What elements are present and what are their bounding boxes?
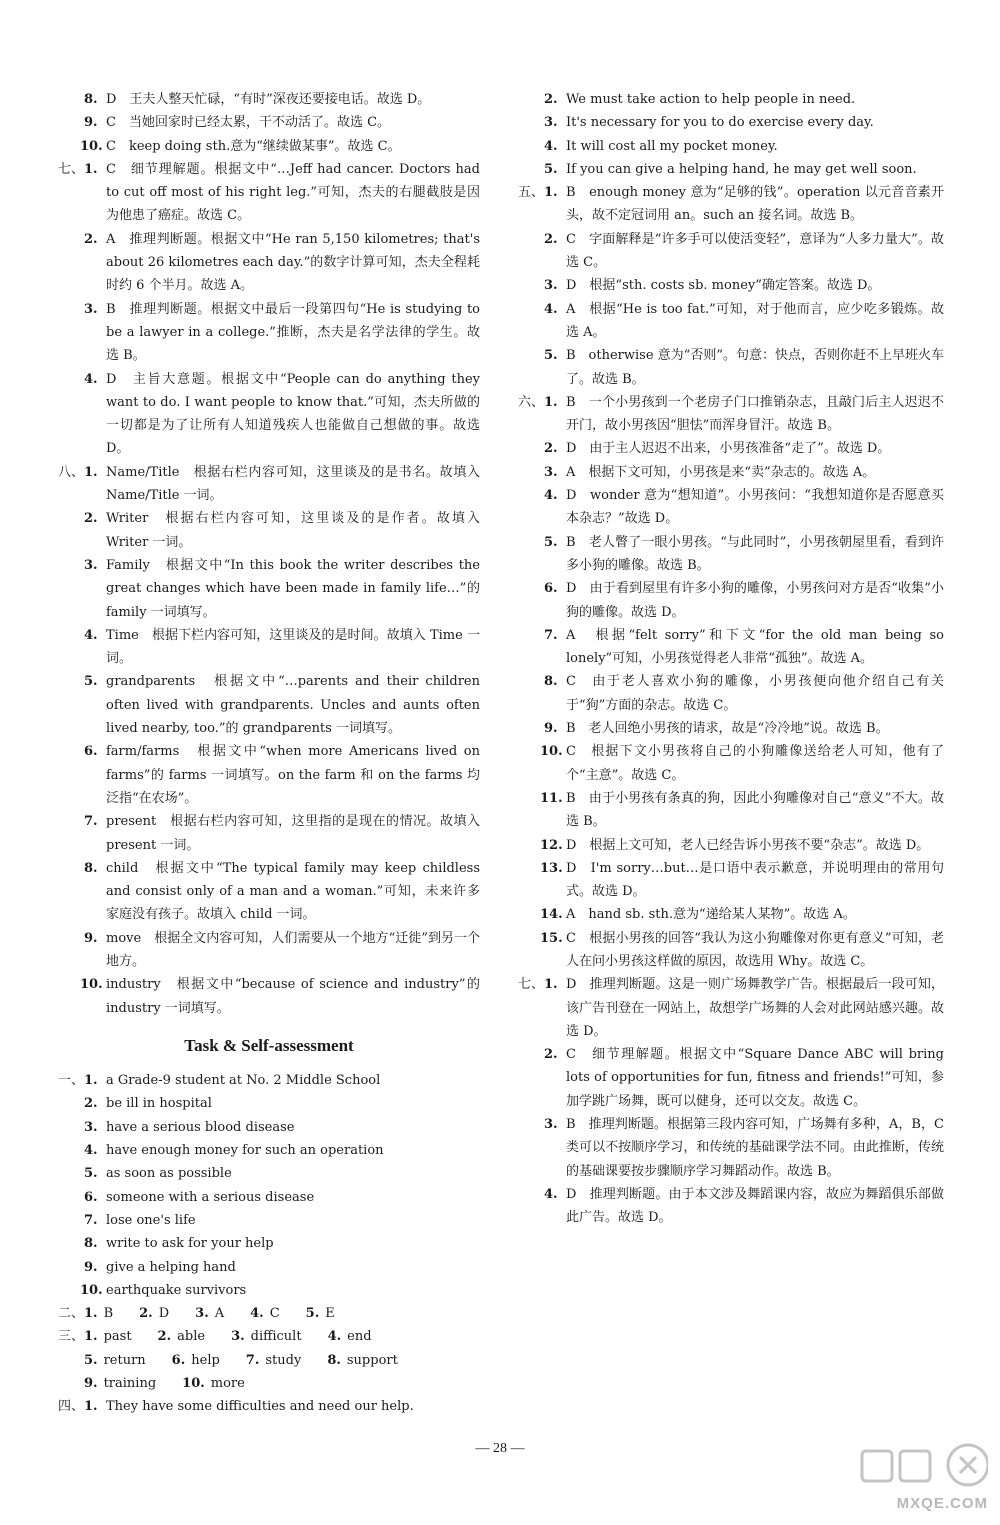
answer-row: 二、 1. B 2. D 3. A 4. C 5. E [58,1302,480,1325]
answer-item: 10. C 根据下文小男孩将自己的小狗雕像送给老人可知，他有了个“主意”。故选 C。 [540,744,944,783]
answer-item: 2. C 字面解释是“许多手可以使活变轻”，意译为“人多力量大”。故选 C。 [544,231,944,271]
section-label: 二、 [58,1306,85,1322]
answer-item: 八、 1. Name/Title 根据右栏内容可知，这里谈及的是书名。故填入 Name/Title 一词。 [58,461,480,508]
answer-item: 2. D 由于主人迟迟不出来，小男孩准备“走了”。故选 D。 [544,441,891,457]
answer-item: 7. A 根据“felt sorry”和下文“for the old man being so lonely”可知，小男孩觉得老人非常“孤独”。故选 A。 [544,627,944,667]
answer-item: 4. D wonder 意为“想知道”。小男孩问：“我想知道你是否愿意买本杂志？”故选 D。 [544,488,944,527]
answer-item: 15. C 根据小男孩的回答“我认为这小狗雕像对你更有意义”可知，老人在问小男孩这样做的原因，故选用 Why。故选 C。 [540,930,944,969]
answer-item: 3. have a serious blood disease [84,1119,295,1135]
answer-item: 13. D I'm sorry…but…是口语中表示歉意，并说明理由的常用句式。故选 D。 [540,860,944,900]
section-label: 七、 [58,161,85,177]
answer-item: 2. A 推理判断题。根据文中“He ran 5,150 kilometres; that's about 26 kilometres each day.”的数字计算可知，杰夫全程耗时约 6 个半月。故选 A。 [84,231,480,294]
right-column [518,88,944,1230]
answer-row: 5. return 6. help 7. study 8. support [84,1352,398,1368]
answer-item: 8. write to ask for your help [84,1236,274,1252]
answer-item: 2. Writer 根据右栏内容可知，这里谈及的是作者。故填入 Writer 一词。 [84,511,480,550]
answer-item: 5. grandparents 根据文中“…parents and their children often lived with grandparents. Uncles and aunts often lived nearby, too.”的 grandparents 一词填写。 [84,674,480,737]
answer-item: 五、 1. B enough money 意为“足够的钱”。operation 以元音音素开头，故不定冠词用 an。such an 接名词。故选 B。 [518,181,944,228]
watermark-logo [856,1437,988,1515]
answer-item: 2. be ill in hospital [84,1096,212,1112]
answer-item: 9. B 老人回绝小男孩的请求，故是“冷冷地”说。故选 B。 [544,721,889,737]
answer-item: 4. Time 根据下栏内容可知，这里谈及的是时间。故填入 Time 一词。 [84,627,480,667]
answer-item: 七、 1. C 细节理解题。根据文中“…Jeff had cancer. Doctors had to cut off most of his right leg.”可知，杰夫的右腿截肢是因为他患了癌症。故选 C。 [58,158,480,228]
answer-item: 3. B 推理判断题。根据文中最后一段第四句“He is studying to be a lawyer in a college.”推断，杰夫是名学法律的学生。故选 B。 [84,301,480,364]
section-label: 三、 [58,1329,85,1345]
answer-item: 3. A 根据下文可知，小男孩是来“卖”杂志的。故选 A。 [544,464,876,480]
answer-row: 三、 1. past 2. able 3. difficult 4. end [58,1325,480,1348]
answer-item: 5. as soon as possible [84,1166,232,1182]
answer-item: 4. A 根据“He is too fat.”可知，对于他而言，应少吃多锻炼。故选 A。 [544,301,944,340]
answer-item: 3. D 根据“sth. costs sb. money”确定答案。故选 D。 [544,278,881,294]
section-label: 一、 [58,1073,85,1089]
answer-item: 9. give a helping hand [84,1259,236,1275]
answer-item: 3. It's necessary for you to do exercise every day. [544,115,874,131]
answer-item: 6. someone with a serious disease [84,1189,315,1205]
answer-item: 四、 1. They have some difficulties and need our help. [58,1395,480,1418]
answer-item: 2. We must take action to help people in need. [544,92,856,107]
section-heading: Task & Self-assessment [184,1035,354,1055]
section-label: 八、 [58,464,85,480]
answer-item: 7. lose one's life [84,1212,196,1228]
page-number: — 28 — [475,1441,525,1456]
answer-item: 10. industry 根据文中“because of science and industry”的 industry 一词填写。 [80,977,480,1016]
answer-item: 2. C 细节理解题。根据文中“Square Dance ABC will bring lots of opportunities for fun, fitness and friends!”可知，参加学跳广场舞，既可以健身，还可以交友。故选 C。 [544,1047,944,1109]
answer-item: 一、 1. a Grade-9 student at No. 2 Middle School [58,1069,480,1092]
answer-item: 3. B 推理判断题。根据第三段内容可知，广场舞有多种，A，B，C 类可以不按顺序学习，和传统的基础课学法不同。由此推断，传统的基础课要按步骤顺序学习舞蹈动作。故选 B。 [544,1117,944,1179]
answer-item: 10. earthquake survivors [80,1282,247,1298]
answer-item: 6. D 由于看到屋里有许多小狗的雕像，小男孩问对方是否“收集”小狗的雕像。故选 D。 [544,581,944,620]
answer-item: 6. farm/farms 根据文中“when more Americans lived on farms”的 farms 一词填写。on the farm 和 on the farms 均泛指“在农场”。 [84,744,480,806]
watermark-text: MXQE.COM [896,1494,988,1512]
answer-item: 4. It will cost all my pocket money. [544,138,778,154]
answer-row: 9. training 10. more [84,1376,245,1392]
answer-item: 4. have enough money for such an operation [84,1143,384,1159]
answer-item: 4. D 推理判断题。由于本文涉及舞蹈课内容，故应为舞蹈俱乐部做此广告。故选 D。 [544,1186,944,1226]
answer-item: 10. C keep doing sth.意为“继续做某事”。故选 C。 [80,138,401,154]
section-label: 四、 [58,1399,85,1415]
answer-item: 8. D 王夫人整天忙碌，“有时”深夜还要接电话。故选 D。 [84,92,431,107]
answer-item: 5. B 老人瞥了一眼小男孩。“与此同时”，小男孩朝屋里看，看到许多小狗的雕像。故选 B。 [544,534,944,573]
answer-item: 六、 1. B 一个小男孩到一个老房子门口推销杂志，且敲门后主人迟迟不开门，故小男孩因“胆怯”而浑身冒汗。故选 B。 [518,391,944,438]
answer-item: 5. If you can give a helping hand, he may get well soon. [544,161,917,177]
answer-item: 8. child 根据文中“The typical family may keep childless and consist only of a man and a woman.”可知，未来许多家庭没有孩子。故填入 child 一词。 [84,860,480,923]
watermark-icon [856,1437,988,1497]
answer-item: 12. D 根据上文可知，老人已经告诉小男孩不要“杂志”。故选 D。 [540,837,930,853]
section-label: 六、 [518,394,545,410]
left-column [58,88,480,1419]
answer-item: 5. B otherwise 意为“否则”。句意：快点，否则你赶不上早班火车了。故选 B。 [544,348,944,387]
answer-item: 9. move 根据全文内容可知，人们需要从一个地方“迁徙”到另一个地方。 [84,930,480,969]
answer-item: 七、 1. D 推理判断题。这是一则广场舞教学广告。根据最后一段可知，该广告刊登在一网站上，故想学广场舞的人会对此网站感兴趣。故选 D。 [518,973,944,1043]
answer-item: 14. A hand sb. sth.意为“递给某人某物”。故选 A。 [540,907,856,923]
section-label: 五、 [518,185,545,201]
answer-item: 3. Family 根据文中“In this book the writer describes the great changes which have been made in family life…”的 family 一词填写。 [84,557,480,620]
answer-item: 11. B 由于小男孩有条真的狗，因此小狗雕像对自己“意义”不大。故选 B。 [540,790,944,830]
answer-item: 8. C 由于老人喜欢小狗的雕像，小男孩便向他介绍自己有关于“狗”方面的杂志。故选 C。 [544,674,944,713]
answer-item: 9. C 当她回家时已经太累，干不动活了。故选 C。 [84,115,391,131]
section-label: 七、 [518,977,545,993]
answer-item: 7. present 根据右栏内容可知，这里指的是现在的情况。故填入 present 一词。 [84,814,480,853]
answer-item: 4. D 主旨大意题。根据文中“People can do anything they want to do. I want people to know that.”可知，杰夫所做的一切都是为了让所有人知道残疾人也能做自己想做的事。故选 D。 [84,371,480,457]
